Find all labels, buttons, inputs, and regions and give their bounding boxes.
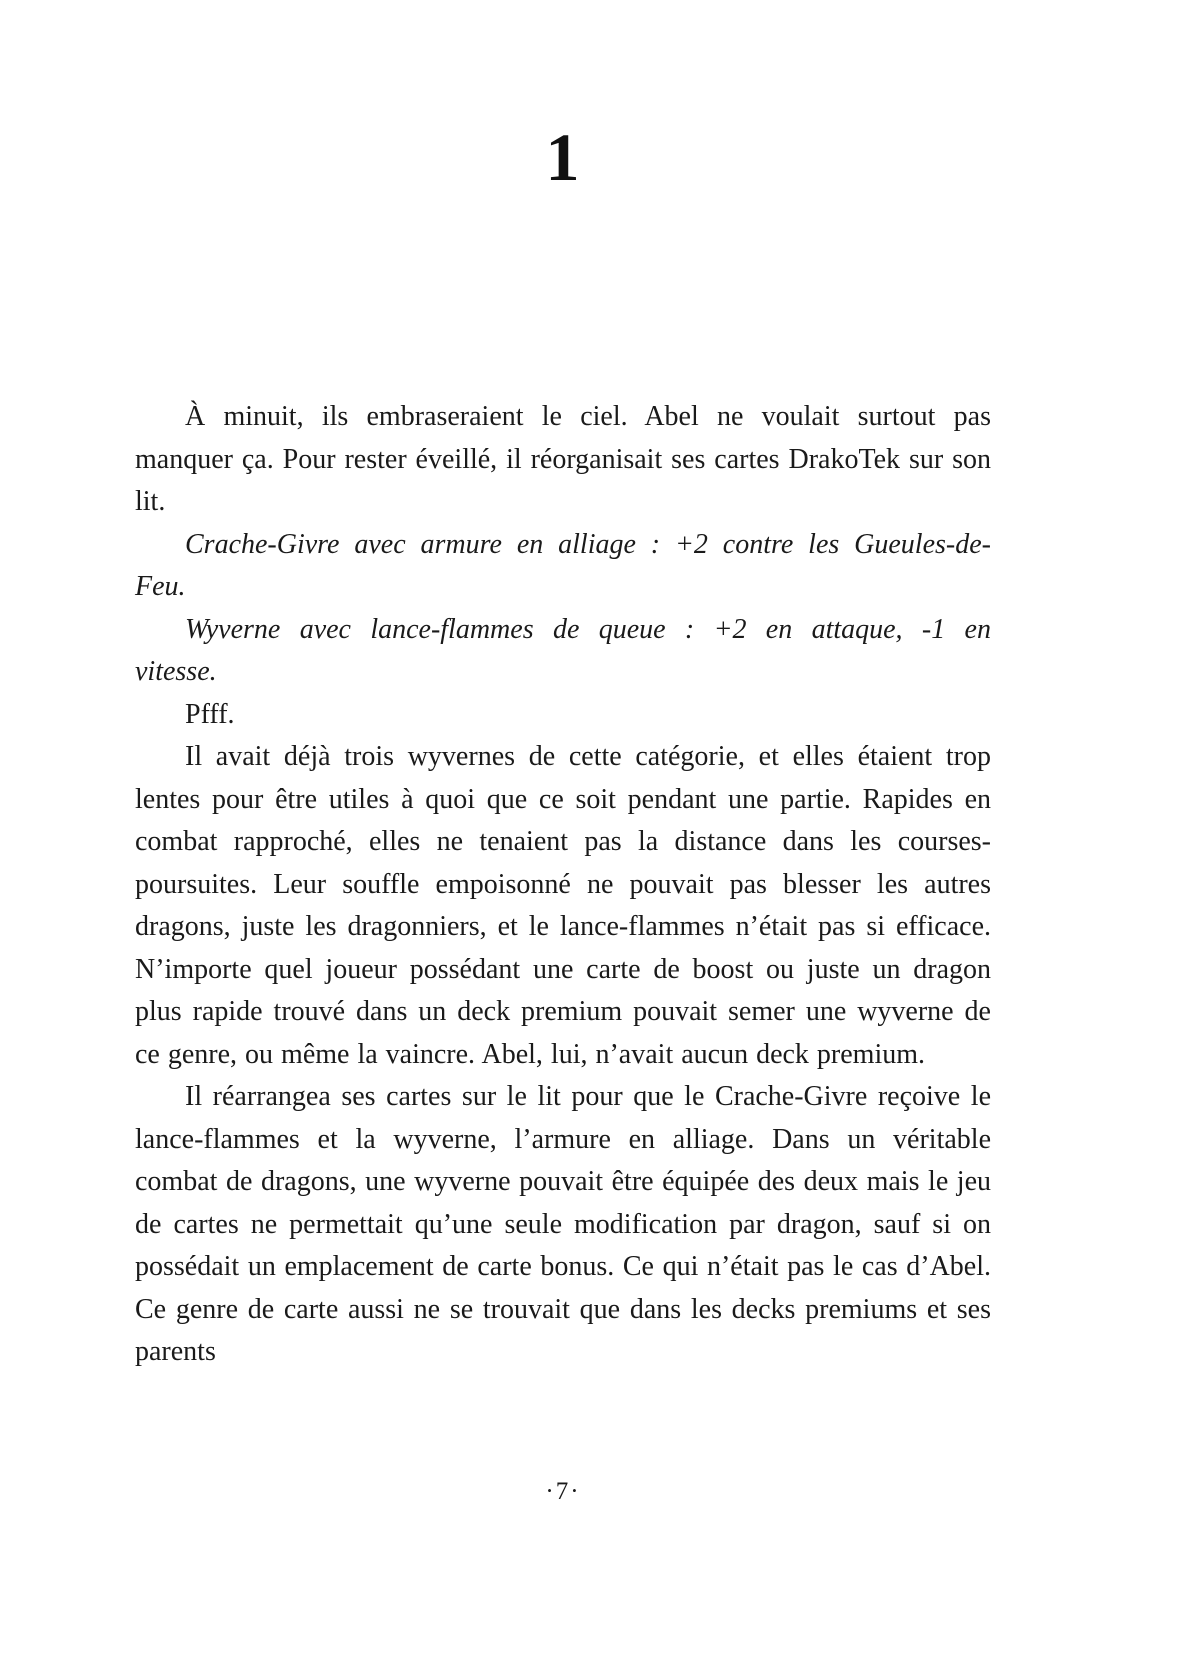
paragraph: Crache-Givre avec armure en alliage : +2 contre les Gueules-de-Feu. (135, 528, 991, 602)
paragraph: Pfff. (185, 698, 235, 730)
paragraph: Il avait déjà trois wyvernes de cette catégorie, et elles étaient trop lentes pour être utiles à quoi que ce soit pendant une partie. Rapides en combat rapproché, elles ne tenaient pas la distance dans les courses-poursuites. Leur souffle empoisonné ne pouvait pas blesser les autres dragons, juste les dragonniers, et le lance-flammes n’était pas si efficace. N’importe quel joueur possédant une carte de boost ou juste un dragon plus rapide trouvé dans un deck premium pouvait semer une wyverne de ce genre, ou même la vaincre. Abel, lui, n’avait aucun deck premium. (135, 741, 991, 1070)
paragraph: À minuit, ils embraseraient le ciel. Abel ne voulait surtout pas manquer ça. Pour rester éveillé, il réorganisait ses cartes DrakoTek sur son lit. (135, 401, 991, 517)
paragraph: Wyverne avec lance-flammes de queue : +2 en attaque, -1 en vitesse. (135, 613, 991, 687)
paragraph: Il réarrangea ses cartes sur le lit pour que le Crache-Givre reçoive le lance-flammes et la wyverne, l’armure en alliage. Dans un véritable combat de dragons, une wyverne pouvait être équipée des deux mais le jeu de cartes ne permettait qu’une seule modification par dragon, sauf si on possédait un emplacement de carte bonus. Ce qui n’était pas le cas d’Abel. Ce genre de carte aussi ne se trouvait que dans les decks premiums et ses parents (135, 1081, 991, 1367)
content-column (135, 0, 991, 1656)
page-number: ·7· (545, 1478, 581, 1505)
chapter-heading: 1 (545, 119, 581, 195)
body-text (135, 396, 991, 1374)
